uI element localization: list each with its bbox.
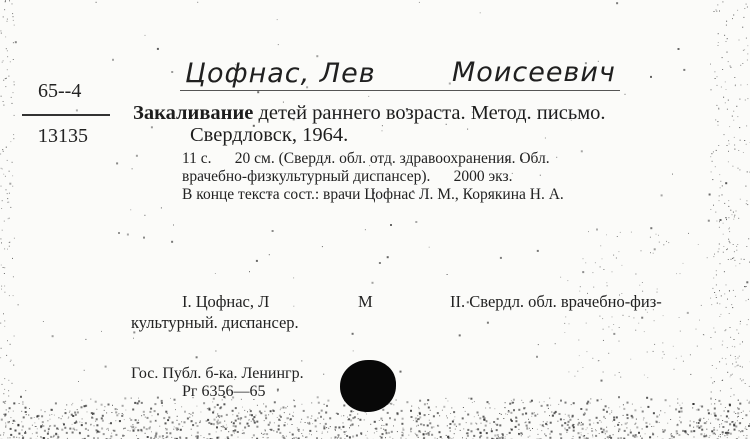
title-line [133, 102, 606, 125]
handwritten-author-name: Цофнас, Лев [185, 58, 376, 89]
library-stamp-line-1: Гос. Публ. б-ка. Ленингр. [131, 365, 304, 382]
collation-line-1: 11 с. 20 см. (Свердл. обл. отд. здравоохранения. Обл. [182, 150, 550, 167]
library-stamp-line-2: Рг 6356—65 [182, 383, 266, 400]
tracing-1-initial: М [358, 292, 373, 311]
imprint-line: Свердловск, 1964. [190, 124, 349, 146]
handwritten-author-patronymic: Моисеевич [452, 57, 616, 88]
compilers-note: В конце текста сост.: врачи Цофнас Л. М., Корякина Н. А. [182, 186, 564, 203]
tracing-1: I. Цофнас, Л [182, 292, 270, 311]
call-number-top: 65--4 [38, 80, 82, 102]
tracing-2-continued: культурный. диспансер. [131, 313, 299, 332]
title-rest: детей раннего возраста. Метод. письмо. [253, 102, 606, 124]
tracing-2: II. Свердл. обл. врачебно-физ- [450, 292, 662, 311]
title-bold-word: Закаливание [133, 102, 254, 124]
handwriting-baseline [180, 90, 620, 91]
collation-line-2: врачебно-физкультурный диспансер). 2000 экз. [182, 168, 513, 185]
call-number-bottom: 13135 [38, 125, 88, 147]
call-number-rule [22, 114, 110, 116]
ink-blot [340, 360, 396, 412]
